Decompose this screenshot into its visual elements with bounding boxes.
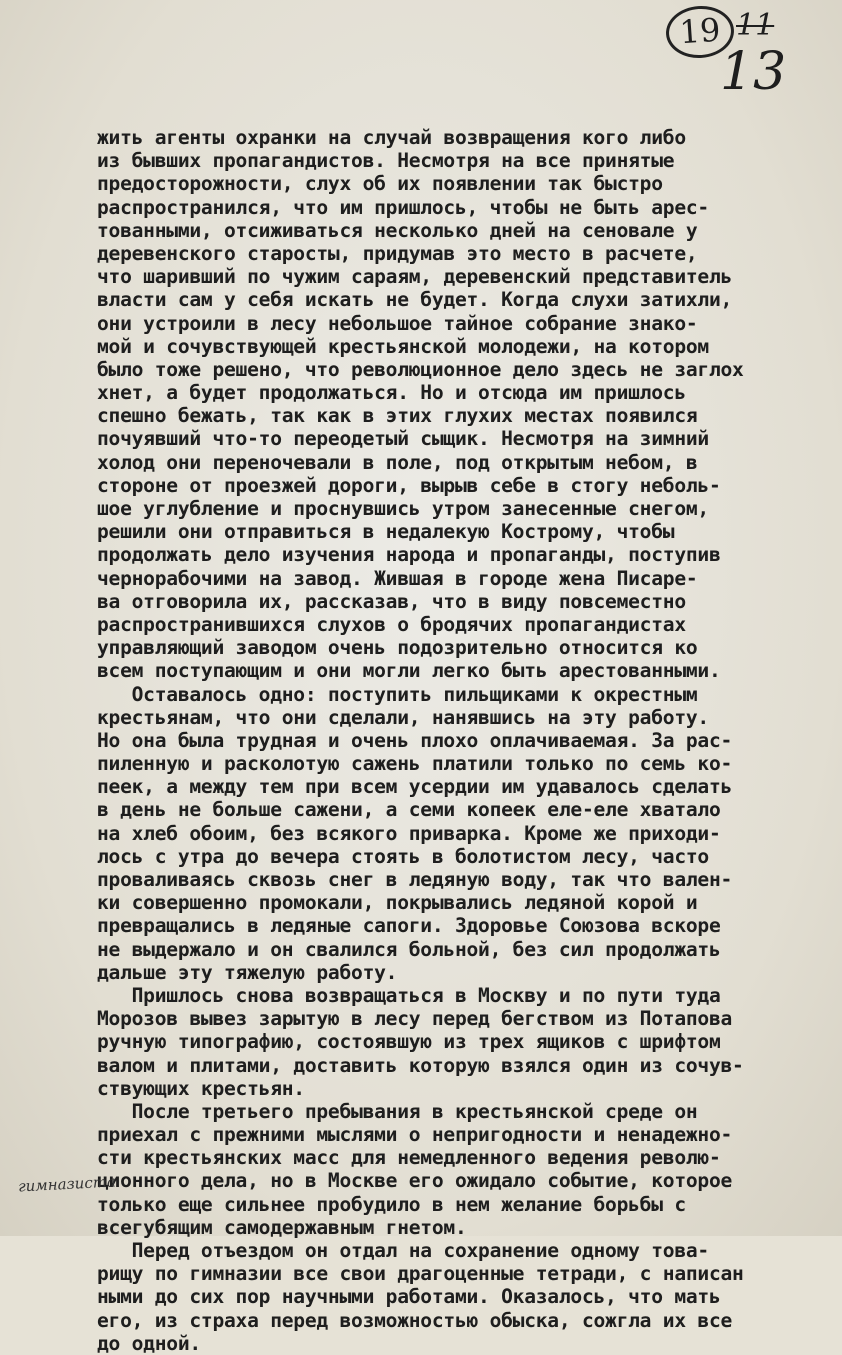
text-line: на хлеб обоим, без всякого приварка. Кроме же приходи-	[97, 821, 721, 845]
text-line: проваливаясь сквозь снег в ледяную воду, так что вален-	[97, 868, 733, 891]
text-line: хнет, а будет продолжаться. Но и отсюда им пришлось	[97, 381, 686, 405]
text-line: ционного дела, но в Москве его ожидало событие, которое	[97, 1169, 733, 1193]
text-line: было тоже решено, что революционное дело здесь не заглох	[97, 357, 744, 381]
text-line: чернорабочими на завод. Жившая в городе жена Писаре-	[97, 566, 698, 590]
text-line: Но она была трудная и очень плохо оплачиваемая. За рас-	[97, 728, 733, 752]
text-line: в день не больше сажени, а семи копеек еле-еле хватало	[97, 798, 721, 822]
text-line: Пришлось снова возвращаться в Москву и по пути туда	[97, 983, 721, 1007]
text-line: холод они переночевали в поле, под открытым небом, в	[97, 450, 698, 474]
text-line: пеек, а между тем при всем усердии им удавалось сделать	[97, 775, 733, 799]
text-line: деревенского старосты, придумав это место в расчете,	[97, 241, 698, 265]
struck-page-number: 11	[736, 8, 775, 43]
text-line: шое углубление и проснувшись утром занесенные снегом,	[97, 497, 709, 520]
text-line: ствующих крестьян.	[97, 1076, 305, 1100]
text-line: Оставалось одно: поступить пильщиками к окрестным	[97, 682, 698, 706]
text-line: распространившихся слухов о бродячих пропагандистах	[97, 612, 686, 636]
text-line: продолжать дело изучения народа и пропаганды, поступив	[97, 543, 721, 567]
text-line: пиленную и расколотую сажень платили только по семь ко-	[97, 752, 733, 776]
handwritten-margin-note: гимназиста	[17, 1172, 117, 1196]
text-line: Перед отъездом он отдал на сохранение одному това-	[97, 1239, 709, 1262]
text-line: ручную типографию, состоявшую из трех ящиков с шрифтом	[97, 1030, 721, 1054]
text-line: решили они отправиться в недалекую Кострому, чтобы	[97, 520, 675, 544]
circled-page-number: 19	[664, 4, 735, 61]
current-page-number: 13	[720, 42, 787, 102]
text-line: Морозов вывез зарытую в лесу перед бегством из Потапова	[97, 1007, 733, 1031]
text-line: ва отговорила их, рассказав, что в виду повсеместно	[97, 589, 686, 613]
text-line: управляющий заводом очень подозрительно относится ко	[97, 636, 698, 660]
text-line: стороне от проезжей дороги, вырыв себе в стогу неболь-	[97, 473, 721, 497]
text-line: жить агенты охранки на случай возвращения кого либо	[97, 126, 686, 149]
text-line: они устроили в лесу небольшое тайное собрание знако-	[97, 311, 698, 335]
text-line: его, из страха перед возможностью обыска, сожгла их все	[97, 1308, 733, 1332]
text-line: ки совершенно промокали, покрывались ледяной корой и	[97, 891, 698, 915]
text-line: всем поступающим и они могли легко быть арестованными.	[97, 659, 721, 683]
typewritten-body	[97, 126, 827, 1355]
text-line: приехал с прежними мыслями о непригодности и ненадежно-	[97, 1123, 733, 1147]
text-line: тованными, отсиживаться несколько дней на сеновале у	[97, 218, 698, 242]
text-line: распространился, что им пришлось, чтобы не быть арес-	[97, 195, 709, 219]
text-line: почуявший что-то переодетый сыщик. Несмотря на зимний	[97, 427, 709, 451]
text-line: не выдержало и он свалился больной, без сил продолжать	[97, 937, 721, 961]
text-line: рищу по гимназии все свои драгоценные тетради, с написан	[97, 1262, 744, 1286]
text-line: ными до сих пор научными работами. Оказалось, что мать	[97, 1285, 721, 1309]
text-line: из бывших пропагандистов. Несмотря на все принятые	[97, 149, 675, 173]
page-number-annotations	[662, 4, 812, 104]
text-line: После третьего пребывания в крестьянской среде он	[97, 1099, 698, 1123]
text-line: лось с утра до вечера стоять в болотистом лесу, часто	[97, 844, 709, 868]
text-line: валом и плитами, доставить которую взялся один из сочув-	[97, 1053, 744, 1077]
text-line: сти крестьянских масс для немедленного ведения револю-	[97, 1146, 721, 1170]
text-line: до одной.	[97, 1331, 201, 1355]
text-line: власти сам у себя искать не будет. Когда слухи затихли,	[97, 288, 733, 312]
text-line: только еще сильнее пробудило в нем желание борьбы с	[97, 1192, 686, 1216]
text-line: крестьянам, что они сделали, нанявшись на эту работу.	[97, 705, 709, 729]
text-line: дальше эту тяжелую работу.	[97, 960, 398, 984]
text-line: предосторожности, слух об их появлении так быстро	[97, 172, 663, 196]
text-line: всегубящим самодержавным гнетом.	[97, 1215, 467, 1239]
text-line: мой и сочувствующей крестьянской молодежи, на котором	[97, 334, 709, 358]
text-line: что шаривший по чужим сараям, деревенский представитель	[97, 265, 733, 289]
text-line: спешно бежать, так как в этих глухих местах появился	[97, 404, 698, 428]
text-line: превращались в ледяные сапоги. Здоровье Союзова вскоре	[97, 914, 721, 938]
